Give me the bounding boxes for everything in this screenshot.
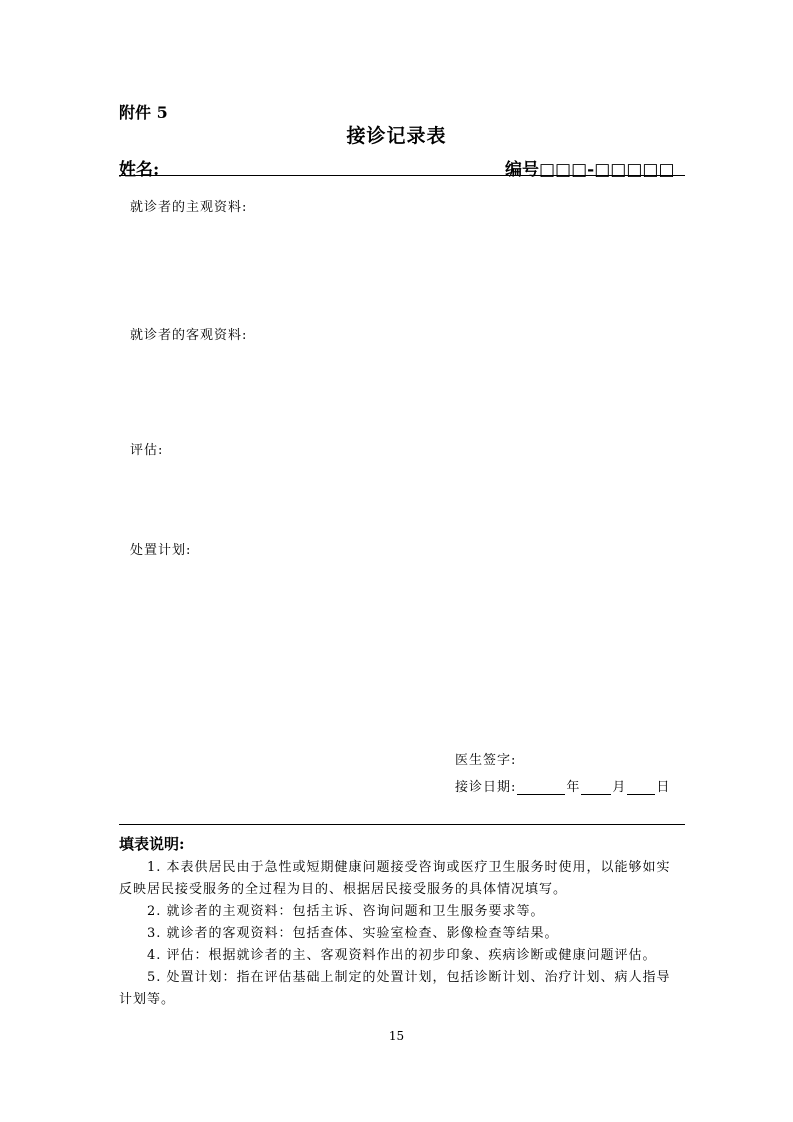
instruction-item: 2. 就诊者的主观资料：包括主诉、咨询问题和卫生服务要求等。 (147, 904, 545, 919)
year-label: 年 (566, 780, 581, 795)
name-label: 姓名: (119, 160, 160, 180)
assessment-label: 评估: (130, 443, 164, 458)
day-blank (627, 782, 655, 795)
treatment-plan-label: 处置计划: (130, 543, 192, 558)
objective-data-label: 就诊者的客观资料: (130, 328, 248, 343)
instruction-item: 1. 本表供居民由于急性或短期健康问题接受咨询或医疗卫生服务时使用，以能够如实反映居民接受服务的全过程为目的、根据居民接受服务的具体情况填写。 (119, 860, 671, 897)
instructions-divider (119, 824, 685, 825)
instruction-item: 3. 就诊者的客观资料：包括查体、实验室检查、影像检查等结果。 (147, 926, 559, 941)
visit-date-label: 接诊日期: (455, 780, 517, 795)
instructions-heading: 填表说明: (119, 835, 185, 853)
page-number: 15 (388, 1029, 405, 1043)
subjective-data-label: 就诊者的主观资料: (130, 200, 248, 215)
month-blank (581, 782, 611, 795)
record-number-label: 编号□□□-□□□□□ (505, 160, 675, 180)
doctor-signature-label: 医生签字: (455, 753, 517, 768)
form-title: 接诊记录表 (346, 125, 447, 147)
instructions-list (119, 857, 679, 1011)
instruction-item: 4. 评估：根据就诊者的主、客观资料作出的初步印象、疾病诊断或健康问题评估。 (147, 948, 657, 963)
instruction-item: 5. 处置计划：指在评估基础上制定的处置计划，包括诊断计划、治疗计划、病人指导计划等。 (119, 970, 671, 1007)
header-divider (119, 175, 685, 176)
day-label: 日 (656, 780, 671, 795)
month-label: 月 (612, 780, 627, 795)
visit-date-row (455, 776, 670, 795)
attachment-label: 附件 5 (119, 103, 168, 122)
year-blank (517, 782, 565, 795)
